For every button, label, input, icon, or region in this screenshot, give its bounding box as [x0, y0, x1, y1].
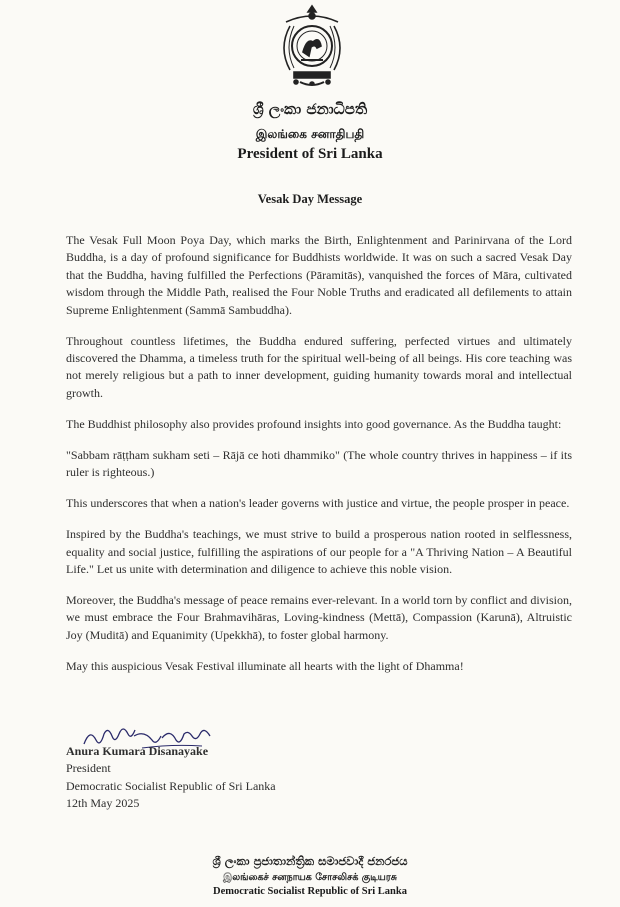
message-title: Vesak Day Message [257, 192, 363, 206]
state-emblem-icon [276, 2, 348, 90]
footer-english: Democratic Socialist Republic of Sri Lanka [213, 886, 407, 897]
closing-paragraph: May this auspicious Vesak Festival illuminate all hearts with the light of Dhamma! [66, 658, 464, 673]
letter-date: 12th May 2025 [66, 796, 140, 811]
quote-paragraph: "Sabbam rāṭṭham sukham seti – Rājā ce hoti dhammiko" (The whole country thrives in happiness – if its ruler is righteous.) [66, 447, 572, 480]
paragraph: The Buddhist philosophy also provides profound insights into good governance. As the Buddha taught: [66, 416, 562, 431]
signatory-role: President [66, 761, 111, 776]
paragraph: Moreover, the Buddha's message of peace remains ever-relevant. In a world torn by conflict and division, we must embrace the Four Brahmavihāras, Loving-kindness (Mettā), Compassion (Karunā), Altruistic Joy (Muditā) and Equanimity (Upekkhā), to foster global harmony. [66, 593, 572, 642]
paragraph: Throughout countless lifetimes, the Buddha endured suffering, perfected virtues and ultimately discovered the Dhamma, a timeless truth for the spiritual well-being of all beings. His core teaching was not merely religious but a path to inner development, guiding humanity towards moral and intellectual growth. [66, 333, 572, 400]
paragraph: Inspired by the Buddha's teachings, we must strive to build a prosperous nation rooted in selflessness, equality and social justice, fulfilling the aspirations of our people for a "A Thriving Nation – A Beautiful Life." Let us unite with determination and diligence to achieve this noble vision. [66, 527, 572, 577]
paragraph: The Vesak Full Moon Poya Day, which marks the Birth, Enlightenment and Parinirvana of the Lord Buddha, is a day of profound significance for Buddhists worldwide. It was on such a sacred Vesak Day that the Buddha, having fulfilled the Perfections (Pāramitās), vanquished the forces of Māra, cultivated wisdom through the Middle Path, realised the Four Noble Truths and eradicated all defilements to attain Supreme Enlightenment (Sammā Sambuddha). [66, 233, 572, 317]
header-sinhala: ශ්‍රී ලංකා ජනාධිපති [252, 100, 368, 118]
footer-tamil: இலங்கைச் சனநாயக சோசலிசக் குடியரசு [223, 872, 397, 883]
header-tamil: இலங்கை சனாதிபதி [255, 127, 365, 141]
paragraph: This underscores that when a nation's leader governs with justice and virtue, the people prosper in peace. [66, 496, 570, 511]
signatory-name: Anura Kumara Disanayake [66, 744, 209, 758]
message-body [66, 232, 572, 689]
footer-sinhala: ශ්‍රී ලංකා ප්‍රජාතාන්ත්‍රික සමාජවාදී ජනරජය [212, 854, 408, 868]
signatory-affiliation: Democratic Socialist Republic of Sri Lanka [66, 778, 276, 793]
header-english: President of Sri Lanka [237, 146, 383, 162]
